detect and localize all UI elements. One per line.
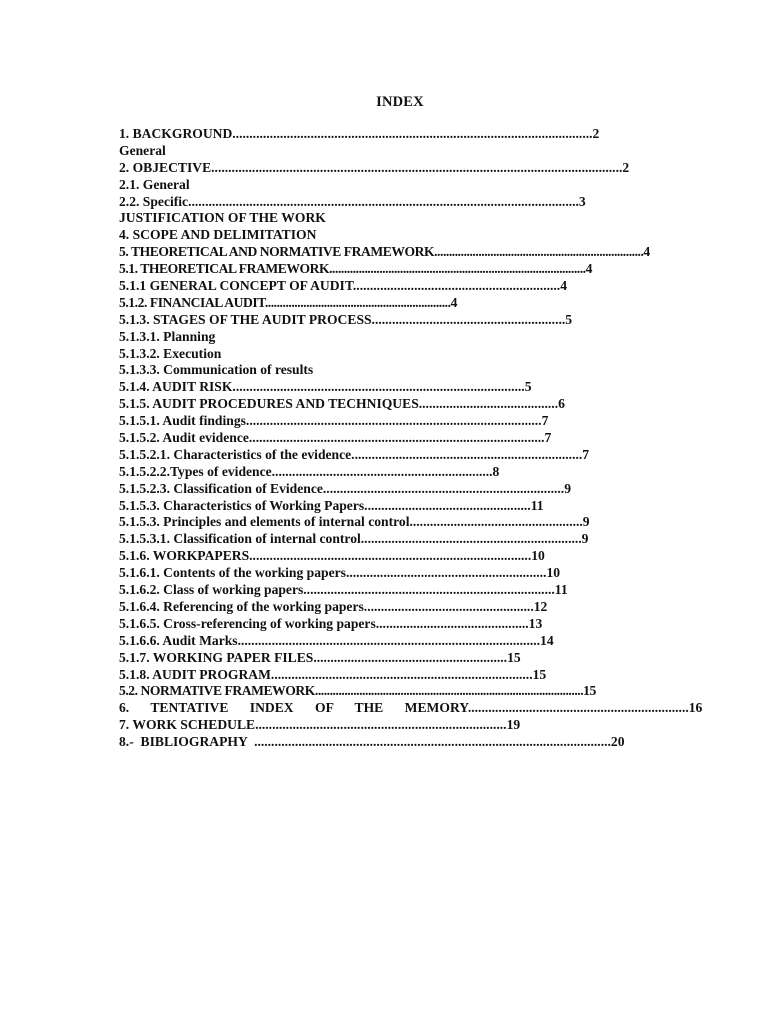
toc-entry-communication-results: 5.1.3.3. Communication of results xyxy=(119,362,314,378)
toc-entry-planning: 5.1.3.1. Planning xyxy=(119,328,216,344)
toc-entry-working-paper-files: 5.1.7. WORKING PAPER FILES.........................................................15 xyxy=(119,649,521,665)
toc-entry-internal-control-principles: 5.1.5.3. Principles and elements of internal control...................................................9 xyxy=(119,514,590,530)
table-of-contents xyxy=(119,126,702,751)
index-title: INDEX xyxy=(376,94,424,110)
toc-entry-objective: 2. OBJECTIVE.........................................................................................................................2 xyxy=(119,159,630,175)
toc-entry-audit-procedures: 5.1.5. AUDIT PROCEDURES AND TECHNIQUES.........................................6 xyxy=(119,396,565,412)
toc-entry-background: 1. BACKGROUND..........................................................................................................2 xyxy=(119,126,600,141)
toc-entry-theoretical-normative-framework: 5. THEORETICAL AND NORMATIVE FRAMEWORK.......................................................................4 xyxy=(119,244,650,260)
toc-entry-objective-specific: 2.2. Specific...................................................................................................................3 xyxy=(119,193,586,209)
toc-entry-general: General xyxy=(119,142,166,158)
toc-entry-working-papers-characteristics: 5.1.5.3. Characteristics of Working Papers.................................................11 xyxy=(119,497,544,513)
toc-entry-stages-audit-process: 5.1.3. STAGES OF THE AUDIT PROCESS.........................................................5 xyxy=(119,311,573,327)
toc-entry-working-papers-referencing: 5.1.6.4. Referencing of the working papers..................................................12 xyxy=(119,598,548,614)
toc-entry-audit-program: 5.1.8. AUDIT PROGRAM.............................................................................15 xyxy=(119,666,547,682)
toc-entry-scope: 4. SCOPE AND DELIMITATION xyxy=(119,227,317,243)
toc-entry-objective-general: 2.1. General xyxy=(119,176,190,192)
toc-entry-working-papers-cross-referencing: 5.1.6.5. Cross-referencing of working papers.............................................13 xyxy=(119,615,543,631)
toc-entry-audit-findings: 5.1.5.1. Audit findings.......................................................................................7 xyxy=(119,413,549,429)
toc-entry-evidence-classification: 5.1.5.2.3. Classification of Evidence.......................................................................9 xyxy=(119,480,571,496)
toc-entry-audit-evidence: 5.1.5.2. Audit evidence.......................................................................................7 xyxy=(119,430,552,446)
toc-entry-work-schedule: 7. WORK SCHEDULE..........................................................................19 xyxy=(119,717,521,733)
toc-entry-theoretical-framework: 5.1. THEORETICAL FRAMEWORK.......................................................................................4 xyxy=(119,261,592,277)
toc-entry-justification: JUSTIFICATION OF THE WORK xyxy=(119,210,326,226)
toc-entry-working-papers-class: 5.1.6.2. Class of working papers..........................................................................11 xyxy=(119,582,568,598)
toc-entry-working-papers-contents: 5.1.6.1. Contents of the working papers...........................................................10 xyxy=(119,565,561,581)
toc-entry-general-concept-audit: 5.1.1 GENERAL CONCEPT OF AUDIT.............................................................4 xyxy=(119,278,567,294)
toc-entry-bibliography: 8.- BIBLIOGRAPHY .........................................................................................................20 xyxy=(119,734,625,750)
toc-entry-execution: 5.1.3.2. Execution xyxy=(119,345,222,361)
toc-entry-tentative-index: 6. TENTATIVE INDEX OF THE MEMORY.................................................................16 xyxy=(119,700,703,716)
toc-entry-financial-audit: 5.1.2. FINANCIAL AUDIT...............................................................4 xyxy=(119,294,457,310)
toc-entry-audit-risk: 5.1.4. AUDIT RISK......................................................................................5 xyxy=(119,379,532,395)
toc-entry-evidence-characteristics: 5.1.5.2.1. Characteristics of the evidence....................................................................7 xyxy=(119,446,590,462)
toc-entry-workpapers: 5.1.6. WORKPAPERS...................................................................................10 xyxy=(119,548,545,564)
toc-entry-audit-marks: 5.1.6.6. Audit Marks.........................................................................................14 xyxy=(119,632,554,648)
toc-entry-types-evidence: 5.1.5.2.2.Types of evidence.................................................................8 xyxy=(119,463,500,479)
toc-entry-normative-framework: 5.2. NORMATIVE FRAMEWORK...........................................................................................15 xyxy=(119,683,596,699)
toc-entry-internal-control-classification: 5.1.5.3.1. Classification of internal control.................................................................9 xyxy=(119,531,589,547)
